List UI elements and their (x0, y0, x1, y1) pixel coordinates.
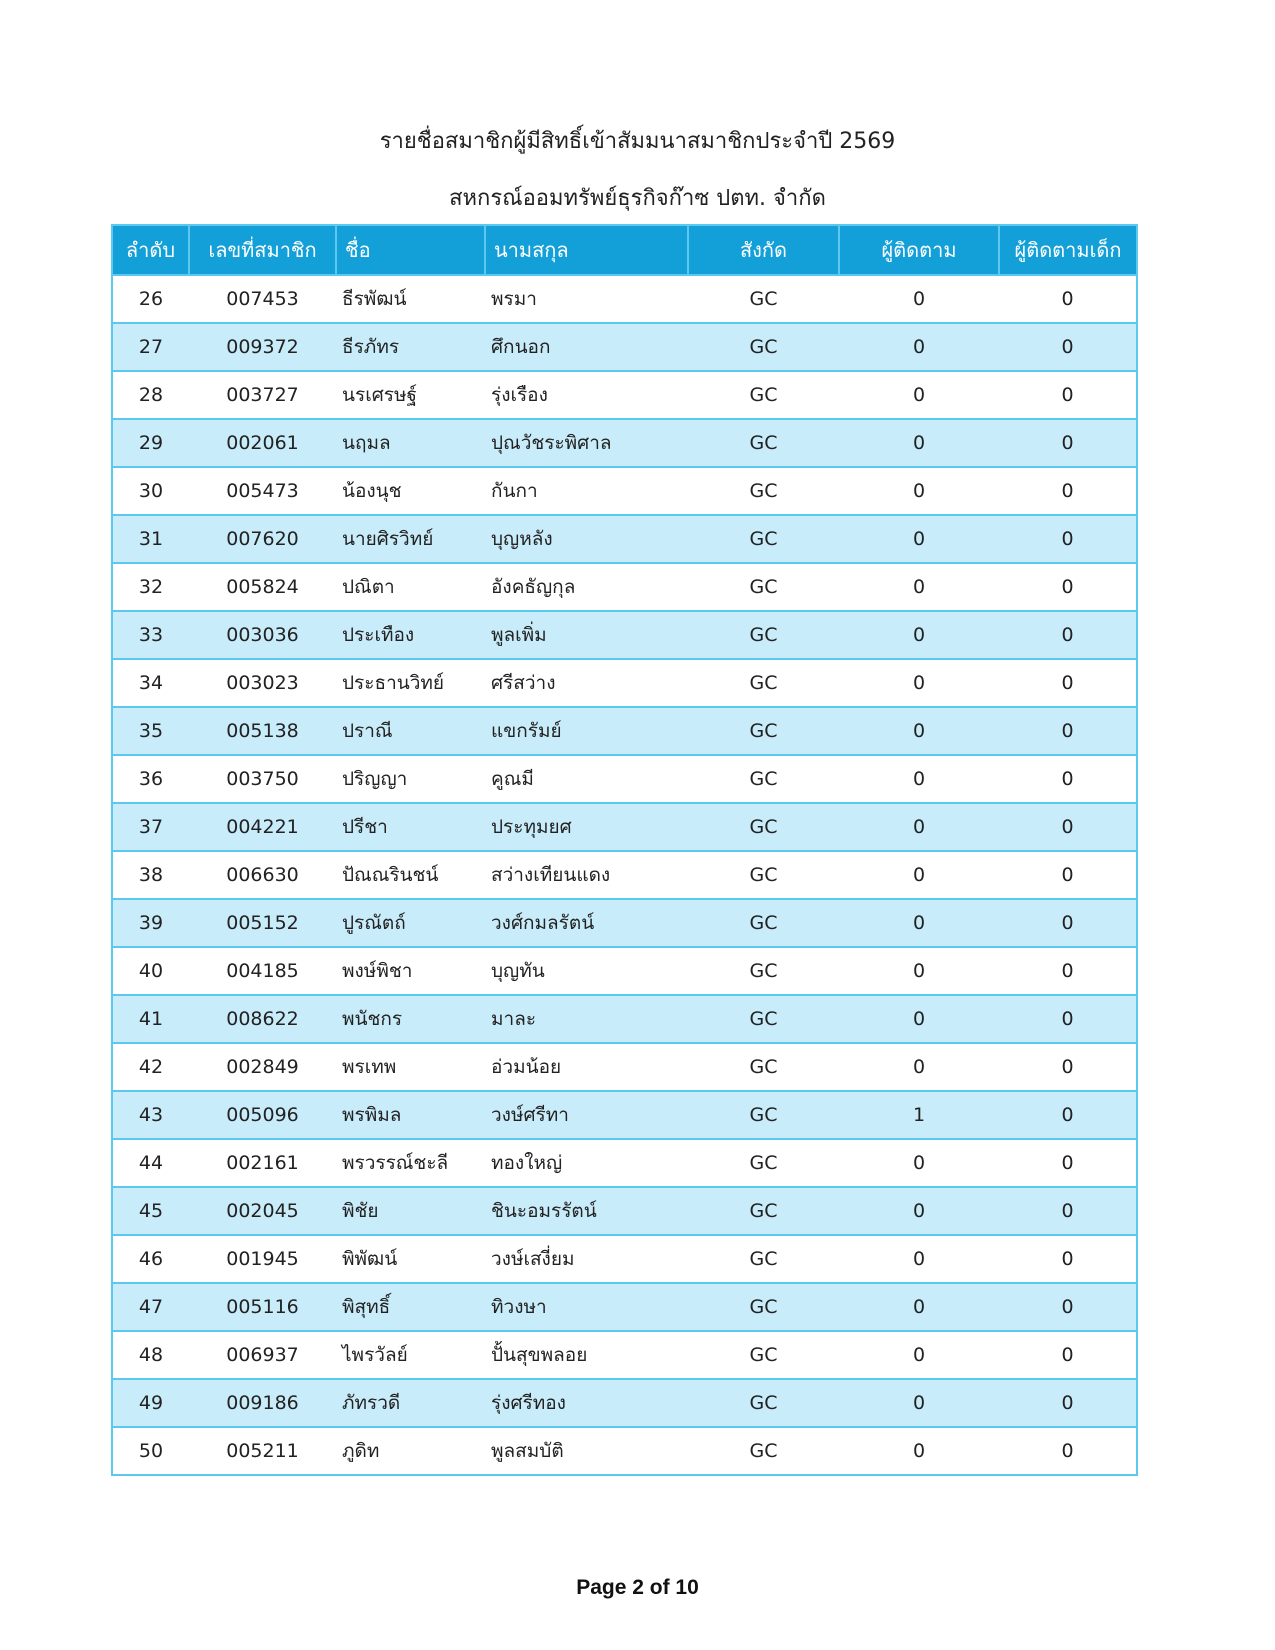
cell-first-name: ปัณณรินชน์ (336, 851, 485, 899)
table-row (112, 1043, 1137, 1091)
table-row (112, 611, 1137, 659)
cell-child-companions: 0 (999, 947, 1137, 995)
col-header-affiliation: สังกัด (688, 225, 839, 275)
cell-companions: 0 (839, 1043, 999, 1091)
cell-first-name: น้องนุช (336, 467, 485, 515)
cell-order: 50 (112, 1427, 189, 1475)
cell-member-no: 003750 (189, 755, 336, 803)
cell-affiliation: GC (688, 1187, 839, 1235)
cell-child-companions: 0 (999, 515, 1137, 563)
cell-companions: 0 (839, 995, 999, 1043)
cell-child-companions: 0 (999, 467, 1137, 515)
cell-companions: 0 (839, 947, 999, 995)
cell-member-no: 005138 (189, 707, 336, 755)
cell-affiliation: GC (688, 1379, 839, 1427)
cell-last-name: พูลสมบัติ (485, 1427, 688, 1475)
table-row (112, 371, 1137, 419)
cell-member-no: 002061 (189, 419, 336, 467)
cell-affiliation: GC (688, 515, 839, 563)
cell-first-name: นฤมล (336, 419, 485, 467)
table-row (112, 515, 1137, 563)
cell-member-no: 009186 (189, 1379, 336, 1427)
cell-first-name: ปณิตา (336, 563, 485, 611)
table-row (112, 899, 1137, 947)
cell-affiliation: GC (688, 1331, 839, 1379)
cell-order: 34 (112, 659, 189, 707)
cell-last-name: ประทุมยศ (485, 803, 688, 851)
cell-order: 30 (112, 467, 189, 515)
cell-order: 29 (112, 419, 189, 467)
table-row (112, 1139, 1137, 1187)
cell-child-companions: 0 (999, 1283, 1137, 1331)
cell-first-name: พิพัฒน์ (336, 1235, 485, 1283)
cell-last-name: บุญทัน (485, 947, 688, 995)
cell-first-name: พิชัย (336, 1187, 485, 1235)
cell-order: 46 (112, 1235, 189, 1283)
cell-last-name: วงษ์เสงี่ยม (485, 1235, 688, 1283)
cell-companions: 0 (839, 1139, 999, 1187)
cell-last-name: ชินะอมรรัตน์ (485, 1187, 688, 1235)
cell-child-companions: 0 (999, 659, 1137, 707)
cell-last-name: คูณมี (485, 755, 688, 803)
cell-last-name: วงศ์กมลรัตน์ (485, 899, 688, 947)
cell-companions: 0 (839, 563, 999, 611)
cell-first-name: พงษ์พิชา (336, 947, 485, 995)
table-header-row (112, 225, 1137, 275)
cell-member-no: 006630 (189, 851, 336, 899)
cell-child-companions: 0 (999, 323, 1137, 371)
cell-affiliation: GC (688, 563, 839, 611)
table-row (112, 467, 1137, 515)
cell-affiliation: GC (688, 1283, 839, 1331)
cell-companions: 0 (839, 1331, 999, 1379)
cell-member-no: 005211 (189, 1427, 336, 1475)
cell-companions: 1 (839, 1091, 999, 1139)
cell-affiliation: GC (688, 659, 839, 707)
cell-companions: 0 (839, 1427, 999, 1475)
cell-companions: 0 (839, 707, 999, 755)
table-row (112, 419, 1137, 467)
table-row (112, 1091, 1137, 1139)
cell-last-name: ทองใหญ่ (485, 1139, 688, 1187)
cell-first-name: พรเทพ (336, 1043, 485, 1091)
cell-member-no: 003023 (189, 659, 336, 707)
cell-member-no: 005096 (189, 1091, 336, 1139)
cell-last-name: ปุณวัชระพิศาล (485, 419, 688, 467)
cell-affiliation: GC (688, 947, 839, 995)
cell-order: 27 (112, 323, 189, 371)
table-row (112, 659, 1137, 707)
cell-order: 28 (112, 371, 189, 419)
cell-child-companions: 0 (999, 899, 1137, 947)
cell-last-name: บุญหลัง (485, 515, 688, 563)
cell-affiliation: GC (688, 371, 839, 419)
table-row (112, 1427, 1137, 1475)
cell-order: 26 (112, 275, 189, 323)
cell-companions: 0 (839, 755, 999, 803)
col-header-child-companions: ผู้ติดตามเด็ก (999, 225, 1137, 275)
cell-last-name: กันกา (485, 467, 688, 515)
cell-last-name: ศรีสว่าง (485, 659, 688, 707)
col-header-first-name: ชื่อ (336, 225, 485, 275)
cell-order: 31 (112, 515, 189, 563)
cell-child-companions: 0 (999, 1139, 1137, 1187)
cell-companions: 0 (839, 1379, 999, 1427)
cell-member-no: 002045 (189, 1187, 336, 1235)
document-title: รายชื่อสมาชิกผู้มีสิทธิ์เข้าสัมมนาสมาชิกประจำปี 2569 (379, 129, 896, 154)
col-header-member-no: เลขที่สมาชิก (189, 225, 336, 275)
cell-order: 47 (112, 1283, 189, 1331)
document-subtitle: สหกรณ์ออมทรัพย์ธุรกิจก๊าซ ปตท. จำกัด (449, 186, 826, 211)
cell-companions: 0 (839, 803, 999, 851)
cell-first-name: ภูดิท (336, 1427, 485, 1475)
page-number: Page 2 of 10 (576, 1576, 699, 1599)
cell-order: 42 (112, 1043, 189, 1091)
cell-member-no: 007620 (189, 515, 336, 563)
cell-affiliation: GC (688, 1139, 839, 1187)
cell-last-name: สว่างเทียนแดง (485, 851, 688, 899)
cell-companions: 0 (839, 1283, 999, 1331)
cell-order: 48 (112, 1331, 189, 1379)
table-row (112, 1379, 1137, 1427)
cell-affiliation: GC (688, 275, 839, 323)
cell-child-companions: 0 (999, 371, 1137, 419)
cell-companions: 0 (839, 419, 999, 467)
cell-affiliation: GC (688, 995, 839, 1043)
cell-member-no: 003727 (189, 371, 336, 419)
table-row (112, 323, 1137, 371)
cell-order: 49 (112, 1379, 189, 1427)
cell-affiliation: GC (688, 419, 839, 467)
cell-child-companions: 0 (999, 419, 1137, 467)
cell-child-companions: 0 (999, 1427, 1137, 1475)
cell-order: 36 (112, 755, 189, 803)
cell-member-no: 005473 (189, 467, 336, 515)
cell-first-name: ประเทือง (336, 611, 485, 659)
cell-companions: 0 (839, 899, 999, 947)
cell-order: 35 (112, 707, 189, 755)
table-row (112, 1283, 1137, 1331)
cell-first-name: พนัชกร (336, 995, 485, 1043)
cell-first-name: ปรีชา (336, 803, 485, 851)
cell-first-name: ปริญญา (336, 755, 485, 803)
cell-child-companions: 0 (999, 851, 1137, 899)
table-row (112, 1331, 1137, 1379)
cell-companions: 0 (839, 323, 999, 371)
col-header-companions: ผู้ติดตาม (839, 225, 999, 275)
cell-companions: 0 (839, 275, 999, 323)
table-row (112, 707, 1137, 755)
cell-last-name: พรมา (485, 275, 688, 323)
table-row (112, 563, 1137, 611)
cell-last-name: ศึกนอก (485, 323, 688, 371)
cell-order: 43 (112, 1091, 189, 1139)
cell-first-name: ไพรวัลย์ (336, 1331, 485, 1379)
cell-member-no: 004221 (189, 803, 336, 851)
table-row (112, 755, 1137, 803)
cell-member-no: 003036 (189, 611, 336, 659)
cell-last-name: อังคธัญกุล (485, 563, 688, 611)
cell-companions: 0 (839, 851, 999, 899)
member-table (111, 224, 1138, 1476)
cell-affiliation: GC (688, 851, 839, 899)
cell-child-companions: 0 (999, 611, 1137, 659)
cell-first-name: พิสุทธิ์ (336, 1283, 485, 1331)
cell-companions: 0 (839, 467, 999, 515)
cell-child-companions: 0 (999, 1043, 1137, 1091)
cell-last-name: ปั้นสุขพลอย (485, 1331, 688, 1379)
cell-first-name: ภัทรวดี (336, 1379, 485, 1427)
cell-child-companions: 0 (999, 995, 1137, 1043)
cell-affiliation: GC (688, 1427, 839, 1475)
col-header-last-name: นามสกุล (485, 225, 688, 275)
cell-first-name: ปราณี (336, 707, 485, 755)
cell-order: 44 (112, 1139, 189, 1187)
cell-order: 39 (112, 899, 189, 947)
cell-last-name: มาละ (485, 995, 688, 1043)
cell-last-name: พูลเพิ่ม (485, 611, 688, 659)
table-row (112, 1187, 1137, 1235)
cell-member-no: 004185 (189, 947, 336, 995)
cell-member-no: 005824 (189, 563, 336, 611)
cell-order: 40 (112, 947, 189, 995)
table-row (112, 803, 1137, 851)
cell-first-name: ธีรพัฒน์ (336, 275, 485, 323)
cell-first-name: ปูรณัตถ์ (336, 899, 485, 947)
cell-child-companions: 0 (999, 1331, 1137, 1379)
cell-last-name: ทิวงษา (485, 1283, 688, 1331)
cell-member-no: 002849 (189, 1043, 336, 1091)
cell-last-name: รุ่งศรีทอง (485, 1379, 688, 1427)
table-row (112, 1235, 1137, 1283)
cell-companions: 0 (839, 611, 999, 659)
cell-companions: 0 (839, 1187, 999, 1235)
cell-order: 41 (112, 995, 189, 1043)
cell-child-companions: 0 (999, 1187, 1137, 1235)
cell-member-no: 005152 (189, 899, 336, 947)
cell-child-companions: 0 (999, 1235, 1137, 1283)
cell-companions: 0 (839, 1235, 999, 1283)
cell-affiliation: GC (688, 899, 839, 947)
cell-affiliation: GC (688, 707, 839, 755)
cell-affiliation: GC (688, 323, 839, 371)
cell-order: 45 (112, 1187, 189, 1235)
cell-first-name: นรเศรษฐ์ (336, 371, 485, 419)
cell-child-companions: 0 (999, 1091, 1137, 1139)
cell-first-name: นายศิรวิทย์ (336, 515, 485, 563)
col-header-order: ลำดับ (112, 225, 189, 275)
cell-last-name: อ่วมน้อย (485, 1043, 688, 1091)
cell-member-no: 007453 (189, 275, 336, 323)
cell-first-name: พรวรรณ์ชะลี (336, 1139, 485, 1187)
table-row (112, 995, 1137, 1043)
cell-affiliation: GC (688, 803, 839, 851)
cell-member-no: 006937 (189, 1331, 336, 1379)
cell-order: 38 (112, 851, 189, 899)
cell-companions: 0 (839, 659, 999, 707)
cell-affiliation: GC (688, 1235, 839, 1283)
cell-affiliation: GC (688, 1091, 839, 1139)
table-row (112, 275, 1137, 323)
cell-child-companions: 0 (999, 563, 1137, 611)
cell-affiliation: GC (688, 467, 839, 515)
cell-first-name: ธีรภัทร (336, 323, 485, 371)
cell-order: 37 (112, 803, 189, 851)
cell-member-no: 002161 (189, 1139, 336, 1187)
cell-member-no: 001945 (189, 1235, 336, 1283)
cell-child-companions: 0 (999, 1379, 1137, 1427)
cell-affiliation: GC (688, 611, 839, 659)
cell-affiliation: GC (688, 1043, 839, 1091)
cell-member-no: 005116 (189, 1283, 336, 1331)
cell-child-companions: 0 (999, 707, 1137, 755)
cell-companions: 0 (839, 371, 999, 419)
cell-child-companions: 0 (999, 755, 1137, 803)
cell-child-companions: 0 (999, 803, 1137, 851)
cell-first-name: ประธานวิทย์ (336, 659, 485, 707)
cell-last-name: แขกรัมย์ (485, 707, 688, 755)
cell-companions: 0 (839, 515, 999, 563)
cell-last-name: รุ่งเรือง (485, 371, 688, 419)
cell-member-no: 009372 (189, 323, 336, 371)
cell-first-name: พรพิมล (336, 1091, 485, 1139)
table-row (112, 851, 1137, 899)
cell-affiliation: GC (688, 755, 839, 803)
cell-order: 32 (112, 563, 189, 611)
cell-order: 33 (112, 611, 189, 659)
cell-last-name: วงษ์ศรีทา (485, 1091, 688, 1139)
table-row (112, 947, 1137, 995)
cell-child-companions: 0 (999, 275, 1137, 323)
cell-member-no: 008622 (189, 995, 336, 1043)
